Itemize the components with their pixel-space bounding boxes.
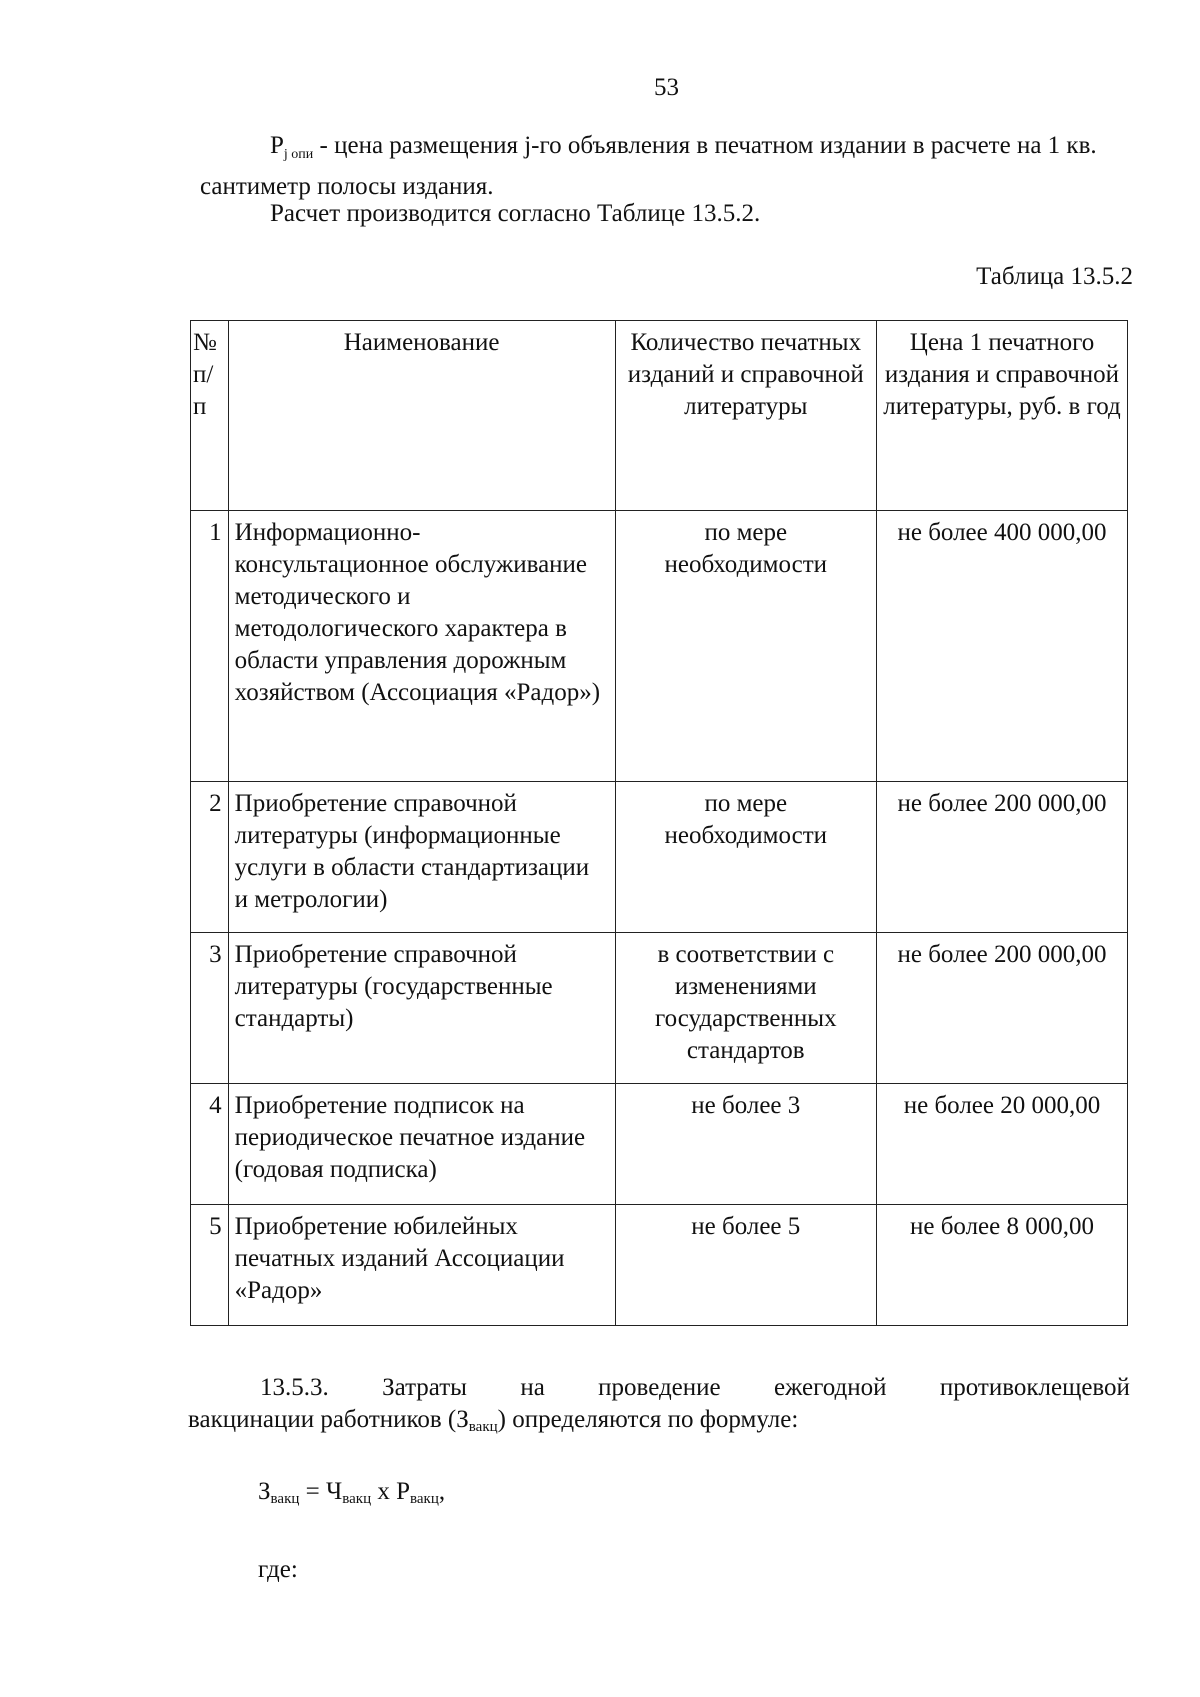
page-number: 53 [654,74,679,101]
table-caption: Таблица 13.5.2 [976,263,1133,290]
row-name: Приобретение справочной литературы (государственные стандарты) [228,933,615,1084]
table-header-row [191,321,1128,511]
section-word: 13.5.3. [260,1374,329,1401]
table-row [191,782,1128,933]
table-row [191,1084,1128,1205]
where-label: где: [258,1556,298,1583]
header-num: № п/п [191,321,229,511]
row-price: не более 400 000,00 [877,511,1128,782]
row-qty: по мере необходимости [615,511,876,782]
header-name: Наименование [228,321,615,511]
section-text-line: вакцинации работников $(З_{вакц})$ определяются по формуле: [188,1406,799,1435]
row-qty: по мере необходимости [615,782,876,933]
vaccination-formula: $З_{вакц} = Ч_{вакц}$ х $Р_{вакц}$, [258,1478,446,1507]
section-word: ежегодной [773,1374,887,1401]
row-number: 3 [191,933,229,1084]
row-name: Информационно-консультационное обслуживание методического и методологического характера в области управления дорожным хозяйством (Ассоциация «Радор») [228,511,615,782]
table-row [191,933,1128,1084]
row-price: не более 200 000,00 [877,933,1128,1084]
row-number: 1 [191,511,229,782]
price-symbol: $P_{j опи}$ [270,132,314,162]
row-name: Приобретение юбилейных печатных изданий Ассоциации «Радор» [228,1205,615,1326]
table-row [191,1205,1128,1326]
intro-paragraph [200,130,1130,203]
section-word: Затраты [382,1374,467,1401]
row-number: 4 [191,1084,229,1205]
price-table [190,320,1128,1326]
row-price: не более 8 000,00 [877,1205,1128,1326]
row-qty: в соответствии с изменениями государственных стандартов [615,933,876,1084]
row-name: Приобретение подписок на периодическое печатное издание (годовая подписка) [228,1084,615,1205]
section-word: на [520,1374,545,1401]
intro-definition: - цена размещения j-го объявления в печатном издании в расчете на 1 кв. сантиметр полосы издания. [200,132,1097,200]
calculation-note: Расчет производится согласно Таблице 13.5.2. [270,200,761,227]
section-word: противоклещевой [939,1374,1130,1401]
section-heading-line [188,1372,1130,1404]
row-qty: не более 5 [615,1205,876,1326]
section-word: проведение [598,1374,721,1401]
row-number: 2 [191,782,229,933]
header-price: Цена 1 печатного издания и справочной литературы, руб. в год [877,321,1128,511]
row-name: Приобретение справочной литературы (информационные услуги в области стандартизации и метрологии) [228,782,615,933]
row-number: 5 [191,1205,229,1326]
row-qty: не более 3 [615,1084,876,1205]
row-price: не более 20 000,00 [877,1084,1128,1205]
table-row [191,511,1128,782]
row-price: не более 200 000,00 [877,782,1128,933]
header-qty: Количество печатных изданий и справочной литературы [615,321,876,511]
